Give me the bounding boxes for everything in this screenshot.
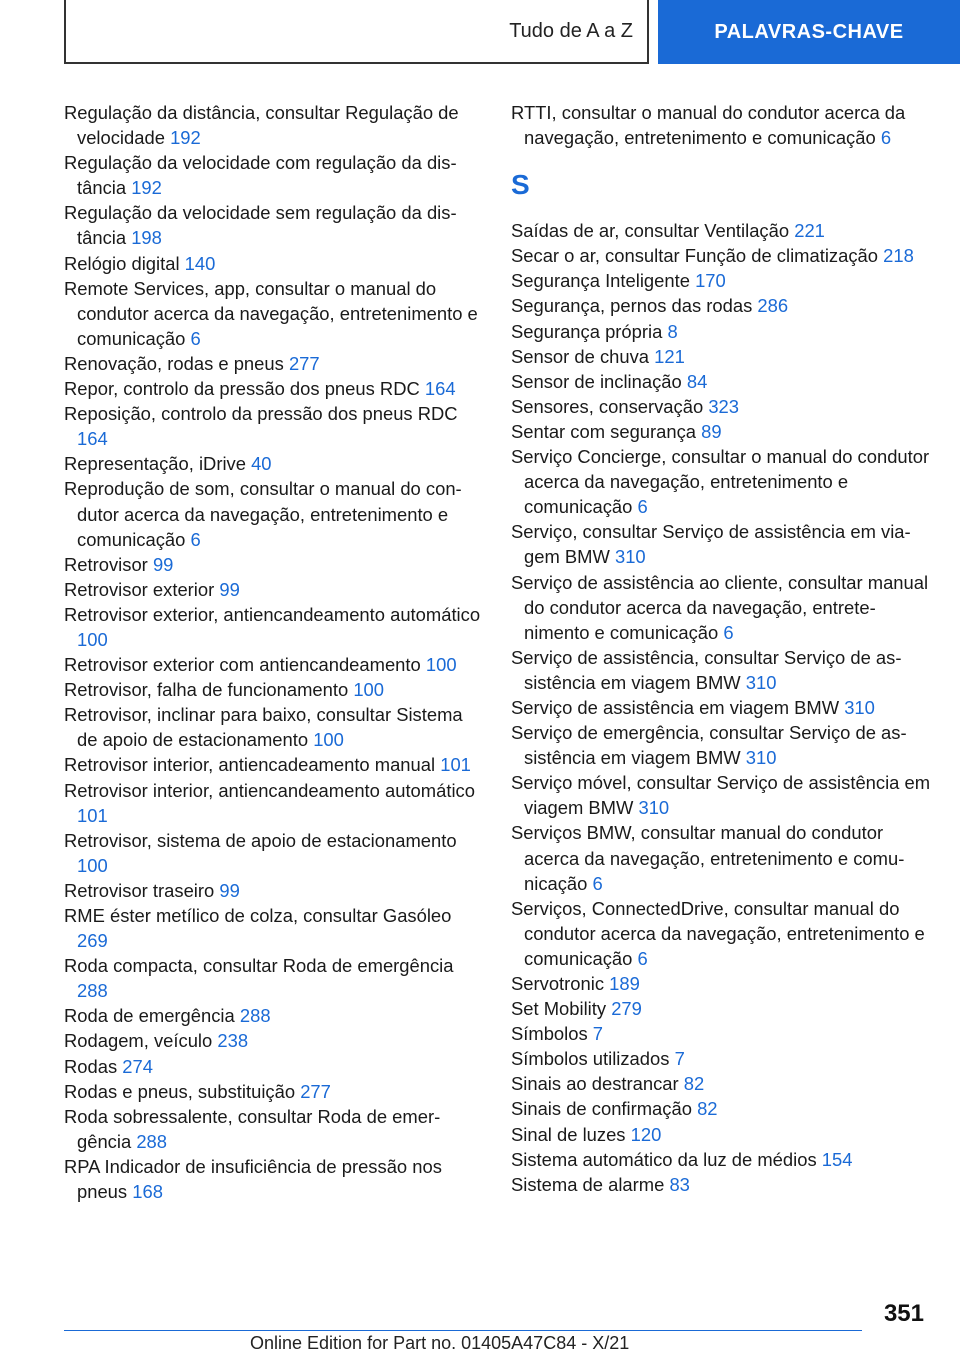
index-entry [511, 394, 931, 419]
index-entry-text: Sinal de luzes [511, 1123, 626, 1145]
page-reference-link[interactable]: 189 [609, 973, 640, 994]
index-entry [511, 1021, 931, 1046]
index-entry [511, 695, 931, 720]
page-reference-link[interactable]: 310 [745, 747, 777, 769]
page-reference-link[interactable]: 288 [136, 1130, 168, 1152]
index-entry [64, 903, 482, 953]
page-reference-link[interactable]: 99 [219, 578, 240, 600]
page-reference-link[interactable]: 154 [821, 1148, 853, 1170]
index-entry [511, 720, 931, 770]
index-entry-text: Set Mobility [511, 998, 607, 1020]
index-entry-text: Repor, controlo da pressão dos pneus RDC [64, 378, 420, 400]
page-reference-link[interactable]: 310 [614, 546, 646, 568]
index-entry [511, 770, 931, 820]
category-label: PALAVRAS-CHAVE [714, 20, 904, 43]
page-reference-link[interactable]: 274 [122, 1055, 153, 1077]
page-reference-link[interactable]: 120 [630, 1123, 662, 1145]
index-entry [64, 702, 482, 752]
index-entry-text: Retrovisor exterior, antiencandeamento automático [64, 603, 481, 625]
index-entry-text: Relógio digital [64, 252, 180, 274]
page-reference-link[interactable]: 286 [757, 295, 789, 317]
page-reference-link[interactable]: 6 [880, 127, 892, 149]
index-entry [511, 1172, 931, 1197]
index-entry-text: Retrovisor exterior com antiencandeamento [64, 654, 421, 676]
page-reference-link[interactable]: 277 [288, 352, 320, 374]
index-entry [64, 451, 482, 476]
index-entry-text: Roda sobressalente, consultar Roda de emergência [64, 1105, 441, 1152]
page-reference-link[interactable]: 8 [667, 320, 678, 342]
index-entry [64, 1054, 482, 1079]
index-entry [64, 276, 482, 351]
page-reference-link[interactable]: 99 [219, 879, 240, 901]
index-entry-text: Sistema automático da luz de médios [511, 1148, 817, 1170]
index-entry-text: Roda compacta, consultar Roda de emergência [64, 955, 454, 977]
page-reference-link[interactable]: 192 [131, 177, 162, 199]
page-reference-link[interactable]: 100 [353, 679, 385, 701]
page-reference-link[interactable]: 6 [592, 872, 603, 894]
page-reference-link[interactable]: 40 [251, 453, 272, 475]
index-entry [64, 552, 482, 577]
page-reference-link[interactable]: 99 [152, 553, 174, 575]
index-entry-text: Sistema de alarme [511, 1173, 665, 1195]
index-entry-text: Sentar com segurança [511, 420, 697, 442]
index-entry-text: Serviço móvel, consultar Serviço de assistência em viagem BMW [511, 772, 931, 819]
index-entry-text: Reprodução de som, consultar o manual do condutor acerca da navegação, entretenimento e comunicação [64, 478, 462, 550]
index-entry-text: Segurança própria [511, 320, 663, 342]
index-entry-text: Serviço de assistência ao cliente, consultar manual do condutor acerca da navegação, entretenimento e comunicação [511, 571, 929, 643]
index-entry-text: Regulação da velocidade com regulação da distância [64, 152, 457, 199]
page-reference-link[interactable]: 218 [883, 245, 914, 267]
index-entry [511, 344, 931, 369]
page-reference-link[interactable]: 6 [723, 621, 734, 643]
index-entry-text: Retrovisor, sistema de apoio de estacionamento [64, 829, 457, 851]
page-reference-link[interactable]: 310 [844, 696, 875, 718]
index-entry-text: Serviço Concierge, consultar o manual do condutor acerca da navegação, entretenimento e comunicação [511, 446, 930, 518]
index-entry-text: Sinais de confirmação [511, 1098, 692, 1120]
section-title-tab [64, 0, 649, 64]
page-reference-link[interactable]: 100 [77, 854, 108, 876]
index-entry-text: Segurança, pernos das rodas [511, 295, 753, 317]
index-entry-text: Rodas [64, 1055, 118, 1077]
index-entry [64, 351, 482, 376]
index-entry-text: Serviços BMW, consultar manual do condutor acerca da navegação, entretenimento e comunicação [511, 822, 905, 894]
page-reference-link[interactable]: 170 [695, 270, 726, 292]
index-entry [511, 218, 931, 243]
index-entry-text: Sensor de inclinação [511, 370, 682, 392]
index-entry [511, 519, 931, 569]
index-entry-text: Representação, iDrive [64, 453, 246, 475]
index-entry [511, 1096, 931, 1121]
page-reference-link[interactable]: 238 [217, 1030, 249, 1052]
footer-edition-text: Online Edition for Part no. 01405A47C84 - X/21 [250, 1333, 630, 1353]
index-entry [64, 602, 482, 652]
index-entry-text: Segurança Inteligente [511, 270, 690, 292]
page-reference-link[interactable]: 6 [190, 327, 201, 349]
index-entry [64, 577, 482, 602]
page-reference-link[interactable]: 221 [794, 220, 825, 242]
page-reference-link[interactable]: 168 [132, 1181, 163, 1203]
index-entry-text: Serviço, consultar Serviço de assistência em viagem BMW [511, 521, 911, 568]
index-entry-text: Sinais ao destrancar [511, 1073, 679, 1095]
index-entry [511, 1046, 931, 1071]
page-reference-link[interactable]: 82 [697, 1098, 718, 1120]
index-entry-text: Servotronic [511, 973, 605, 994]
index-entry-text: Serviço de emergência, consultar Serviço de assistência em viagem BMW [511, 722, 907, 769]
index-entry-text: Retrovisor traseiro [64, 879, 215, 901]
index-entry [64, 752, 482, 777]
page-reference-link[interactable]: 89 [701, 420, 722, 442]
index-entry [64, 778, 482, 828]
index-entry [511, 243, 931, 268]
index-entry-text: Retrovisor interior, antiencandeamento automático [64, 779, 475, 801]
page-reference-link[interactable]: 269 [77, 930, 108, 952]
page-reference-link[interactable]: 100 [77, 628, 108, 650]
page-reference-link[interactable]: 84 [686, 370, 708, 392]
index-entry [511, 1071, 931, 1096]
index-entry [64, 476, 482, 551]
index-entry [511, 369, 931, 394]
index-entry-text: RTTI, consultar o manual do condutor acerca da navegação, entretenimento e comunicação [511, 102, 906, 149]
index-entry [511, 645, 931, 695]
index-entry [511, 268, 931, 293]
page-reference-link[interactable]: 100 [425, 654, 457, 676]
index-entry [64, 251, 482, 276]
index-entry-text: Sensor de chuva [511, 345, 650, 367]
index-entry-text: Roda de emergência [64, 1005, 235, 1027]
page-reference-link[interactable]: 82 [683, 1073, 705, 1095]
page-reference-link[interactable]: 277 [300, 1080, 331, 1102]
index-entry [64, 1154, 482, 1204]
index-entry [64, 878, 482, 903]
index-entry [511, 419, 931, 444]
page-reference-link[interactable]: 323 [708, 395, 739, 417]
index-entry [511, 1147, 931, 1172]
index-entry [64, 1028, 482, 1053]
index-entry [64, 828, 482, 878]
index-entry-text: Saídas de ar, consultar Ventilação [511, 220, 790, 242]
index-entry [64, 150, 482, 200]
category-tab [658, 0, 960, 64]
index-entry [64, 100, 482, 150]
index-entry-text: Sensores, conservação [511, 395, 704, 417]
page-reference-link[interactable]: 192 [170, 127, 201, 149]
page-reference-link[interactable]: 288 [239, 1005, 271, 1027]
index-entry-text: Serviços, ConnectedDrive, consultar manual do condutor acerca da navegação, entretenimento e comunicação [511, 897, 925, 969]
index-entry [511, 1122, 931, 1147]
index-entry [64, 401, 482, 451]
section-letter: S [511, 169, 530, 201]
index-entry [64, 200, 482, 250]
page-reference-link[interactable]: 279 [611, 998, 642, 1020]
index-entry-text: Remote Services, app, consultar o manual do condutor acerca da navegação, entretenimento e comunicação [64, 277, 478, 349]
page-reference-link[interactable]: 288 [77, 980, 108, 1002]
footer-rule [64, 1330, 862, 1331]
index-entry [511, 971, 931, 996]
index-entry [511, 293, 931, 318]
index-entry-text: Retrovisor [64, 553, 148, 575]
page-reference-link[interactable]: 101 [440, 754, 471, 776]
index-entry-text: Regulação da velocidade sem regulação da distância [64, 202, 457, 249]
index-entry [511, 444, 931, 519]
index-entry-text: Retrovisor exterior [64, 578, 215, 600]
page-reference-link[interactable]: 121 [654, 345, 685, 367]
index-column-right [511, 100, 931, 1197]
index-entry [64, 376, 482, 401]
index-entry [511, 820, 931, 895]
index-entry [511, 319, 931, 344]
page-reference-link[interactable]: 100 [313, 729, 344, 751]
index-entry-text: Retrovisor, inclinar para baixo, consultar Sistema de apoio de estacionamento [64, 704, 463, 751]
index-entry-text: Retrovisor interior, antiencadeamento manual [64, 754, 436, 776]
page-reference-link[interactable]: 7 [674, 1048, 685, 1070]
index-entry-text: RPA Indicador de insuficiência de pressão nos pneus [64, 1155, 442, 1203]
page-reference-link[interactable]: 310 [638, 797, 670, 819]
page-reference-link[interactable]: 6 [637, 947, 648, 969]
index-entry [64, 1079, 482, 1104]
index-entry-text: Renovação, rodas e pneus [64, 352, 284, 374]
page-reference-link[interactable]: 198 [131, 227, 162, 249]
index-entry [64, 677, 482, 702]
page-reference-link[interactable]: 6 [637, 496, 648, 518]
index-entry-text: Símbolos utilizados [511, 1048, 670, 1070]
page-number: 351 [883, 1300, 924, 1327]
index-entry [511, 100, 931, 150]
index-entry-text: Secar o ar, consultar Função de climatização [511, 245, 878, 267]
index-entry-text: Rodas e pneus, substituição [64, 1080, 296, 1102]
index-entry-text: RME éster metílico de colza, consultar Gasóleo [64, 905, 452, 926]
index-entry [511, 570, 931, 645]
page-reference-link[interactable]: 164 [424, 378, 456, 400]
index-entry-text: Rodagem, veículo [64, 1030, 213, 1052]
page-reference-link[interactable]: 310 [745, 671, 777, 693]
index-entry [511, 996, 931, 1021]
index-entry-text: Símbolos [511, 1023, 588, 1045]
page-reference-link[interactable]: 101 [77, 804, 108, 826]
section-title: Tudo de A a Z [509, 19, 633, 42]
index-entry-text: Serviço de assistência, consultar Serviço de assistência em viagem BMW [511, 646, 902, 693]
index-entry-text: Reposição, controlo da pressão dos pneus RDC [64, 403, 458, 425]
page-reference-link[interactable]: 83 [669, 1173, 690, 1195]
index-column-left [64, 100, 482, 1204]
page-reference-link[interactable]: 164 [77, 428, 108, 450]
index-entry [64, 953, 482, 1003]
index-entry [64, 1104, 482, 1154]
index-entry [64, 1003, 482, 1028]
page-reference-link[interactable]: 140 [184, 252, 216, 274]
index-entry-text: Regulação da distância, consultar Regulação de velocidade [64, 102, 459, 149]
index-entry [511, 896, 931, 971]
page-reference-link[interactable]: 6 [190, 528, 201, 550]
index-entry [64, 652, 482, 677]
index-entry-text: Serviço de assistência em viagem BMW [511, 696, 840, 718]
page-reference-link[interactable]: 7 [592, 1023, 604, 1045]
index-entry-text: Retrovisor, falha de funcionamento [64, 679, 349, 701]
